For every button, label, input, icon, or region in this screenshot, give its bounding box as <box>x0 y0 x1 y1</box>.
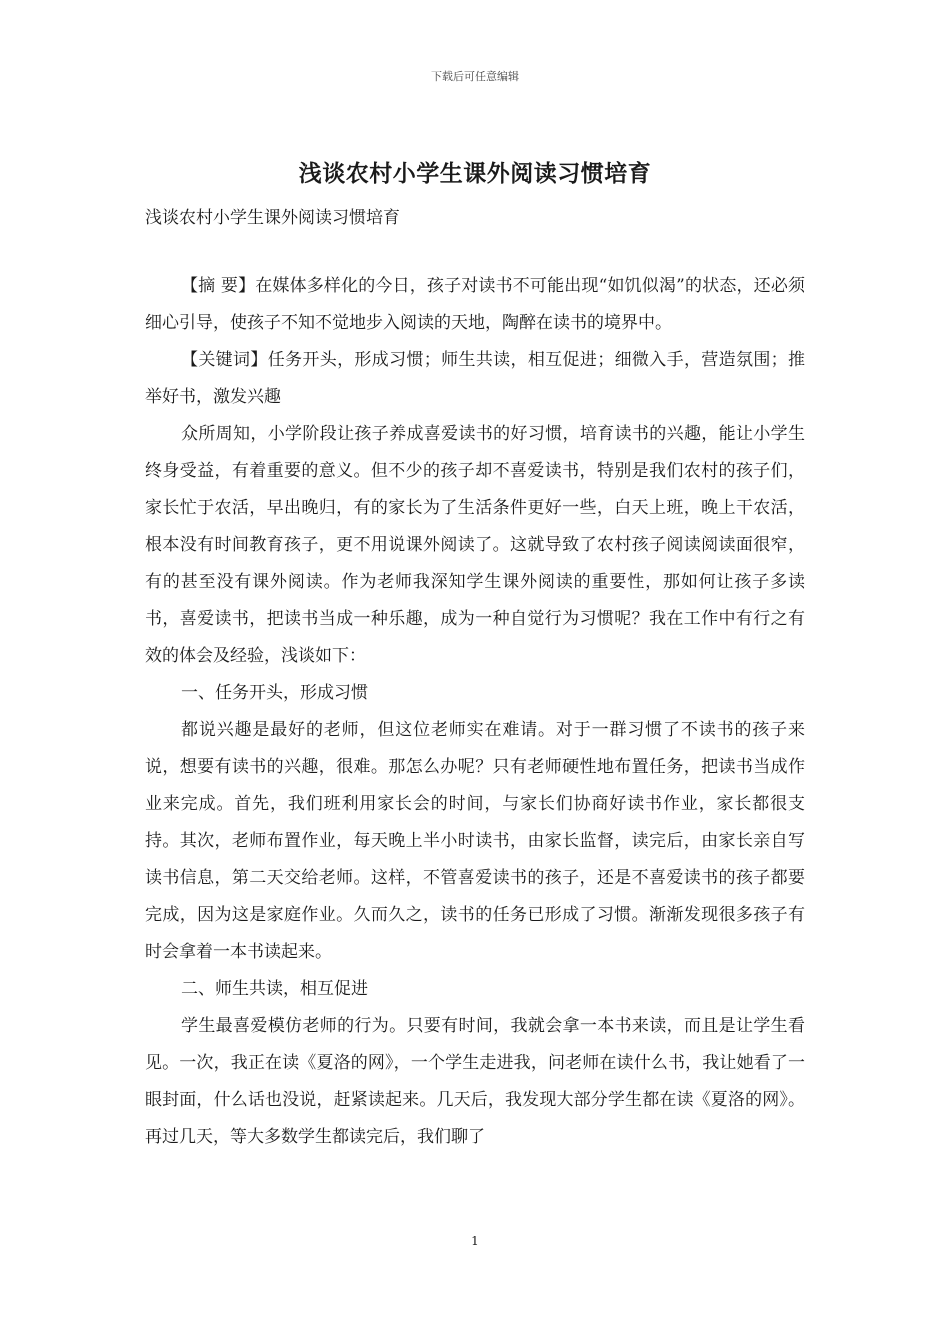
section-1-paragraph: 都说兴趣是最好的老师，但这位老师实在难请。对于一群习惯了不读书的孩子来说，想要有读书的兴趣，很难。那怎么办呢？只有老师硬性地布置任务，把读书当成作业来完成。首先，我们班利用家长会的时间，与家长们协商好读书作业，家长都很支持。其次，老师布置作业，每天晚上半小时读书，由家长监督，读完后，由家长亲自写读书信息，第二天交给老师。这样，不管喜爱读书的孩子，还是不喜爱读书的孩子都要完成，因为这是家庭作业。久而久之，读书的任务已形成了习惯。渐渐发现很多孩子有时会拿着一本书读起来。 <box>145 720 805 962</box>
abstract-paragraph <box>145 268 805 342</box>
section-1-heading: 一、任务开头，形成习惯 <box>181 683 368 703</box>
abstract-text: 在媒体多样化的今日，孩子对读书不可能出现“如饥似渴”的状态，还必须细心引导，使孩子不知不觉地步入阅读的天地，陶醉在读书的境界中。 <box>145 276 805 333</box>
document-subtitle: 浅谈农村小学生课外阅读习惯培育 <box>145 208 400 228</box>
keywords-label: 【关键词】 <box>181 350 268 370</box>
intro-paragraph: 众所周知，小学阶段让孩子养成喜爱读书的好习惯，培育读书的兴趣，能让小学生终身受益，有着重要的意义。但不少的孩子却不喜爱读书，特别是我们农村的孩子们，家长忙于农活，早出晚归，有的家长为了生活条件更好一些，白天上班，晚上干农活，根本没有时间教育孩子，更不用说课外阅读了。这就导致了农村孩子阅读阅读面很窄，有的甚至没有课外阅读。作为老师我深知学生课外阅读的重要性，那如何让孩子多读书，喜爱读书，把读书当成一种乐趣，成为一种自觉行为习惯呢？我在工作中有行之有效的体会及经验，浅谈如下： <box>145 424 805 666</box>
keywords-paragraph <box>145 342 805 416</box>
section-2-paragraph: 学生最喜爱模仿老师的行为。只要有时间，我就会拿一本书来读，而且是让学生看见。一次，我正在读《夏洛的网》，一个学生走进我，问老师在读什么书，我让她看了一眼封面，什么话也没说，赶紧读起来。几天后，我发现大部分学生都在读《夏洛的网》。再过几天，等大多数学生都读完后，我们聊了 <box>145 1016 805 1147</box>
page-number: 1 <box>471 1234 479 1248</box>
header-note: 下载后可任意编辑 <box>431 70 519 83</box>
document-body <box>145 268 805 1156</box>
keywords-text: 任务开头，形成习惯；师生共读，相互促进；细微入手，营造氛围；推举好书，激发兴趣 <box>145 350 806 407</box>
document-title: 浅谈农村小学生课外阅读习惯培育 <box>298 160 652 187</box>
section-2-heading: 二、师生共读，相互促进 <box>181 979 368 999</box>
abstract-label: 【摘 要】 <box>181 276 256 296</box>
